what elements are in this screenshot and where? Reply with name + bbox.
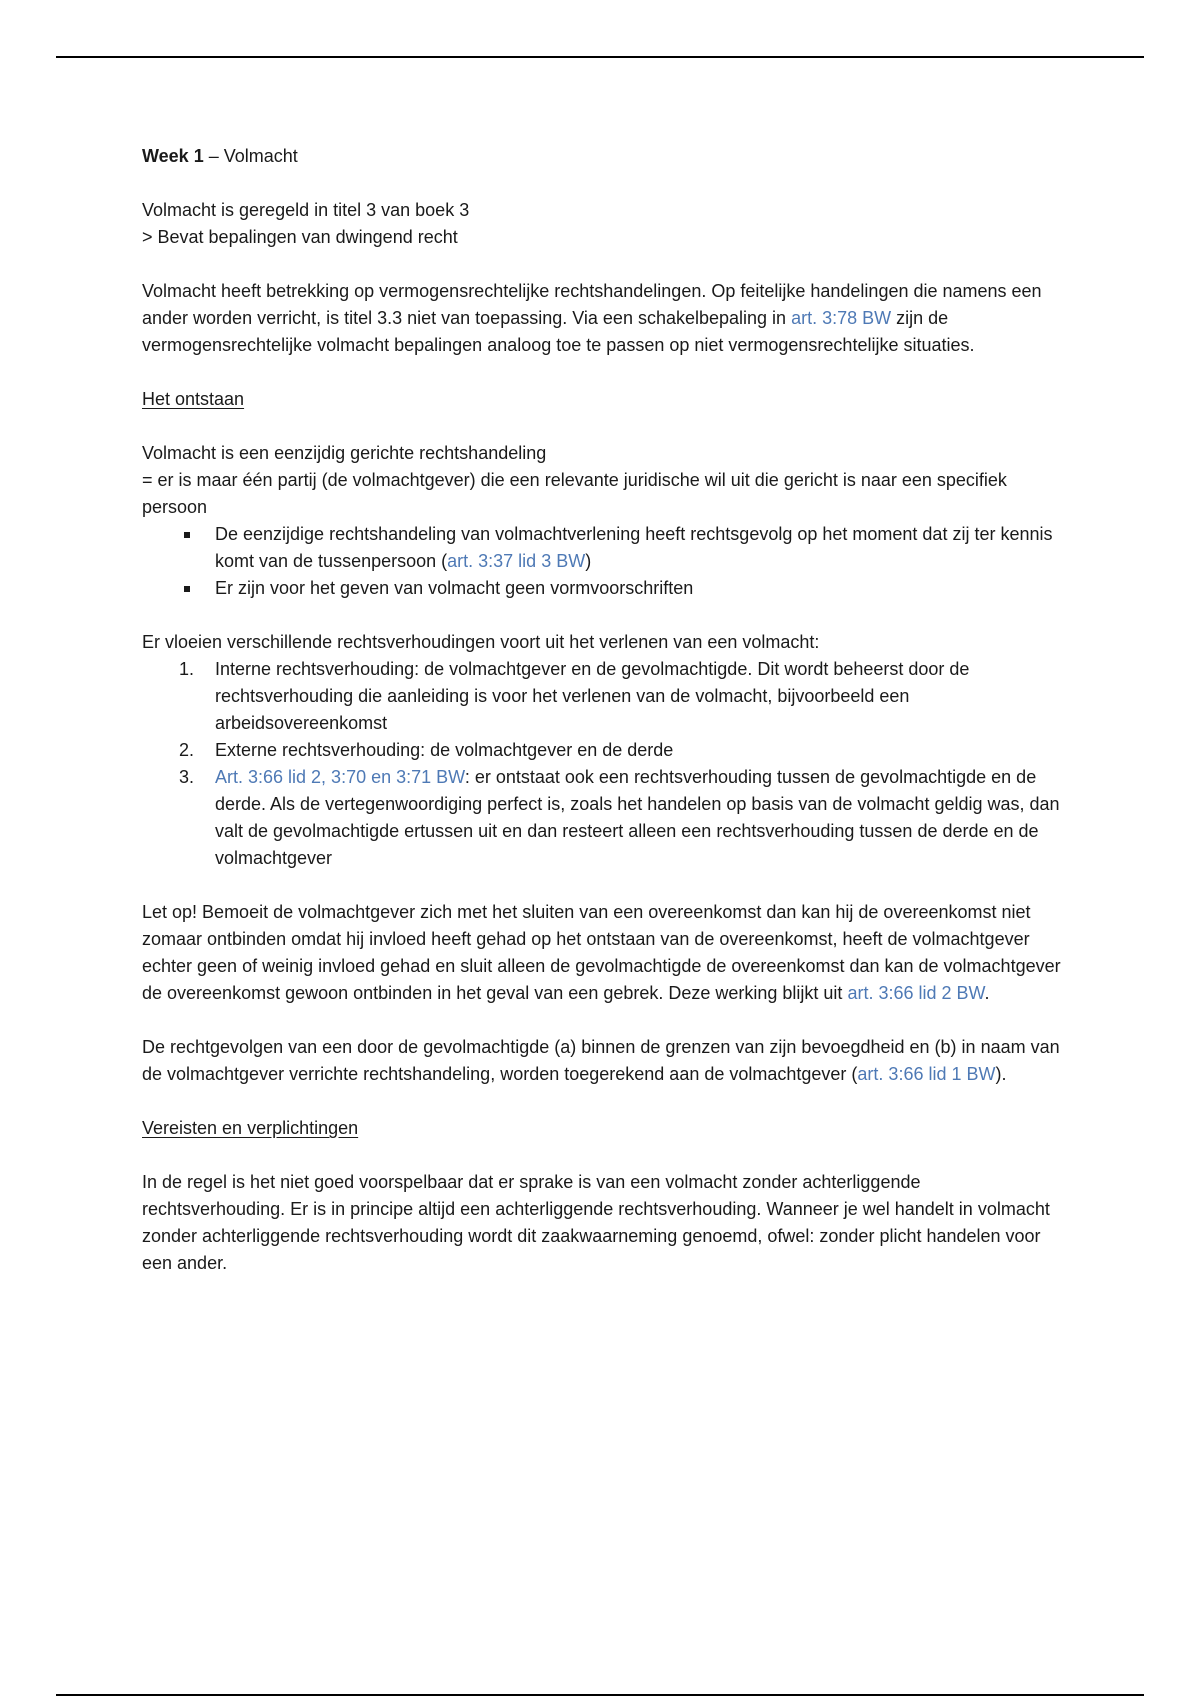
definition-line-2: = er is maar één partij (de volmachtgever) die een relevante juridische wil uit die gericht is naar een specifiek persoon [142, 470, 1007, 517]
paragraph-let-op-text: Let op! Bemoeit de volmachtgever zich met het sluiten van een overeenkomst dan kan hij de overeenkomst niet zomaar ontbinden omdat hij invloed heeft gehad op het ontstaan van de overeenkomst, heeft de volmachtgever echter geen of weinig invloed gehad en sluit alleen de gevolmachtigde de overeenkomst dan kan de volmachtgever de overeenkomst gewoon ontbinden in het geval van een gebrek. Deze werking blijkt uit [142, 902, 1061, 1003]
reference-art-3-66-3-70-3-71[interactable]: Art. 3:66 lid 2, 3:70 en 3:71 BW [215, 767, 465, 787]
item-number: 2. [179, 740, 195, 760]
list-item [142, 764, 1062, 872]
title-week: Week 1 [142, 146, 204, 166]
relations-intro: Er vloeien verschillende rechtsverhoudingen voort uit het verlenen van een volmacht: [142, 632, 820, 652]
document-body [142, 143, 1062, 1304]
list-item [142, 656, 1062, 737]
item-number: 3. [179, 767, 195, 787]
heading-vereisten: Vereisten en verplichtingen [142, 1118, 359, 1138]
item-1-text: Interne rechtsverhouding: de volmachtgever en de gevolmachtigde. Dit wordt beheerst door de rechtsverhouding die aanleiding is voor het verlenen van de volmacht, bijvoorbeeld een arbeidsovereenkomst [215, 659, 970, 733]
paragraph-scope-text-1: Volmacht heeft betrekking op vermogensrechtelijke rechtshandelingen. Op feitelijke handelingen die namens een ander worden verricht, is titel 3.3 niet van toepassing. Via een schakelbepaling in [142, 281, 1042, 328]
intro-block [142, 197, 1062, 251]
bullet-1-close: ) [585, 551, 592, 571]
list-item: Er zijn voor het geven van volmacht geen vormvoorschriften [142, 575, 1062, 602]
definition-block [142, 440, 1062, 521]
definition-line-1: Volmacht is een eenzijdig gerichte rechtshandeling [142, 443, 547, 463]
reference-art-3-37[interactable]: art. 3:37 lid 3 BW [447, 551, 586, 571]
list-item [142, 521, 1062, 575]
heading-het-ontstaan: Het ontstaan [142, 389, 245, 409]
bullet-list [142, 521, 1062, 602]
reference-art-3-66-lid-1[interactable]: art. 3:66 lid 1 BW [857, 1064, 996, 1084]
reference-art-3-78[interactable]: art. 3:78 BW [791, 308, 892, 328]
paragraph-scope [142, 278, 1062, 359]
intro-line-1: Volmacht is geregeld in titel 3 van boek 3 [142, 200, 470, 220]
reference-art-3-66-lid-2[interactable]: art. 3:66 lid 2 BW [847, 983, 985, 1003]
header-rule [56, 56, 1144, 58]
paragraph-let-op [142, 899, 1062, 1007]
bullet-1-text: De eenzijdige rechtshandeling van volmachtverlening heeft rechtsgevolg op het moment dat zij ter kennis komt van de tussenpersoon ( [215, 524, 1053, 571]
paragraph-let-op-close: . [984, 983, 990, 1003]
footer-rule [56, 1694, 1144, 1696]
paragraph-vereisten: In de regel is het niet goed voorspelbaar dat er sprake is van een volmacht zonder achterliggende rechtsverhouding. Er is in principe altijd een achterliggende rechtsverhouding. Wanneer je wel handelt in volmacht zonder achterliggende rechtsverhouding wordt dit zaakwaarneming genoemd, ofwel: zonder plicht handelen voor een ander. [142, 1172, 1050, 1273]
item-3-text: : er ontstaat ook een rechtsverhouding tussen de gevolmachtigde en de derde. Als de vertegenwoordiging perfect is, zoals het handelen op basis van de volmacht geldig was, dan valt de gevolmachtigde ertussen uit en dan resteert alleen een rechtsverhouding tussen de derde en de volmachtgever [215, 767, 1060, 868]
intro-line-2: > Bevat bepalingen van dwingend recht [142, 227, 458, 247]
paragraph-rechtsgevolgen-text: De rechtgevolgen van een door de gevolmachtigde (a) binnen de grenzen van zijn bevoegdheid en (b) in naam van de volmachtgever verrichte rechtshandeling, worden toegerekend aan de volmachtgever ( [142, 1037, 1060, 1084]
numbered-list [142, 656, 1062, 872]
item-number: 1. [179, 659, 195, 679]
list-item [142, 737, 1062, 764]
title-topic: – Volmacht [203, 146, 298, 166]
document-title [142, 143, 1062, 170]
paragraph-rechtsgevolgen-close: ). [995, 1064, 1007, 1084]
item-2-text: Externe rechtsverhouding: de volmachtgever en de derde [215, 740, 674, 760]
paragraph-rechtsgevolgen [142, 1034, 1062, 1088]
paragraph-scope-text-2: zijn de vermogensrechtelijke volmacht bepalingen analoog toe te passen op niet vermogensrechtelijke situaties. [142, 308, 975, 355]
